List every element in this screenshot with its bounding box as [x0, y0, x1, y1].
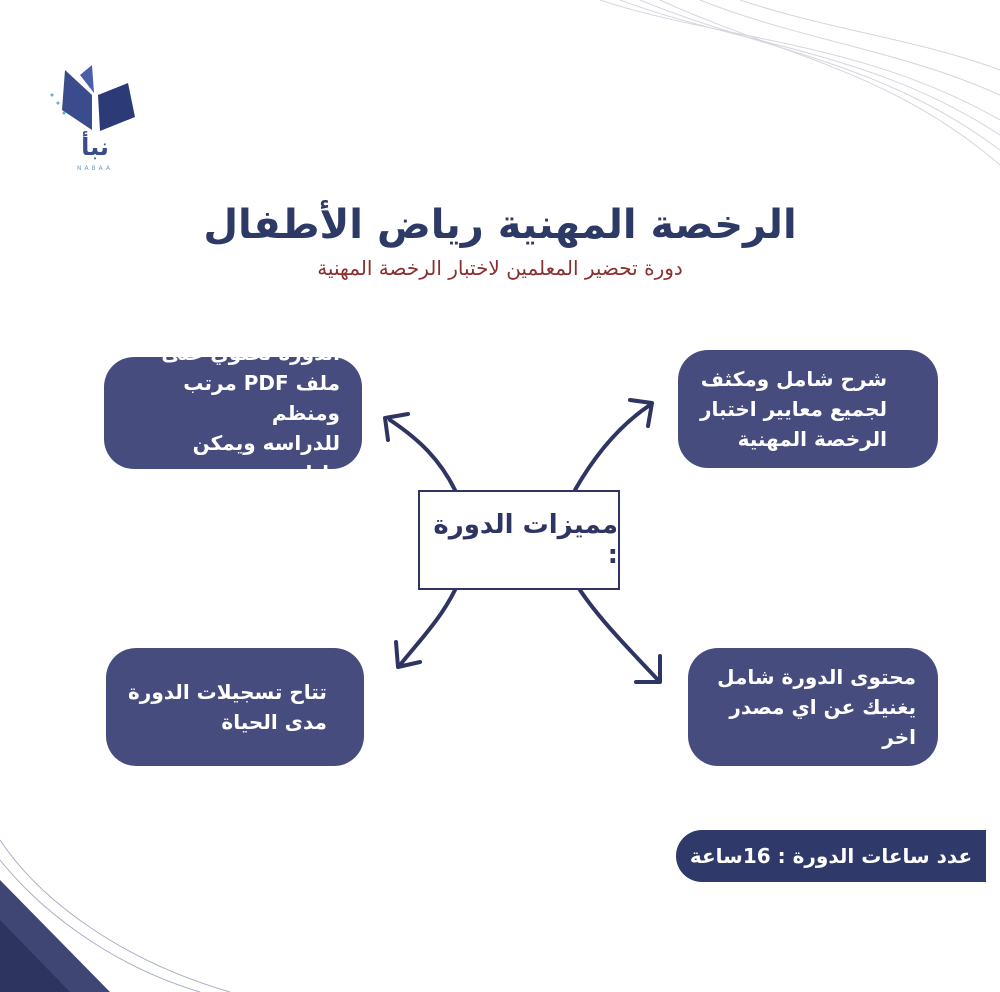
- card-line: لجميع معايير اختبار: [700, 397, 888, 421]
- card-line: للدراسه ويمكن طباعته: [192, 431, 340, 485]
- card-line: الرخصة المهنية: [737, 427, 888, 451]
- feature-card-bottom-left: [106, 648, 364, 766]
- page-title: الرخصة المهنية رياض الأطفال: [203, 202, 797, 248]
- card-line: الدورة تحتوي على: [161, 341, 340, 365]
- feature-card-top-left: [104, 341, 362, 485]
- arrow-top-left: [390, 420, 455, 490]
- card-line: تتاح تسجيلات الدورة: [128, 680, 327, 704]
- card-line: يغنيك عن اي مصدر اخر: [729, 695, 916, 749]
- course-hours-badge: عدد ساعات الدورة : 16ساعة: [676, 830, 986, 882]
- feature-card-top-right: [678, 350, 938, 468]
- card-line: محتوى الدورة شامل: [717, 665, 916, 689]
- card-line: شرح شامل ومكثف: [700, 367, 888, 391]
- page-subtitle: دورة تحضير المعلمين لاختبار الرخصة المهنية: [317, 256, 683, 280]
- brand-name: نبأ: [81, 133, 109, 161]
- arrow-bottom-left: [400, 590, 455, 665]
- card-line: ملف PDF مرتب ومنظم: [183, 371, 340, 425]
- brand-sub: NABAA: [76, 165, 114, 172]
- feature-card-bottom-right: [688, 648, 938, 766]
- features-center-label: مميزات الدورة :: [418, 490, 620, 590]
- arrow-top-right: [575, 405, 650, 490]
- arrow-bottom-right: [580, 590, 658, 680]
- card-line: مدى الحياة: [221, 710, 327, 734]
